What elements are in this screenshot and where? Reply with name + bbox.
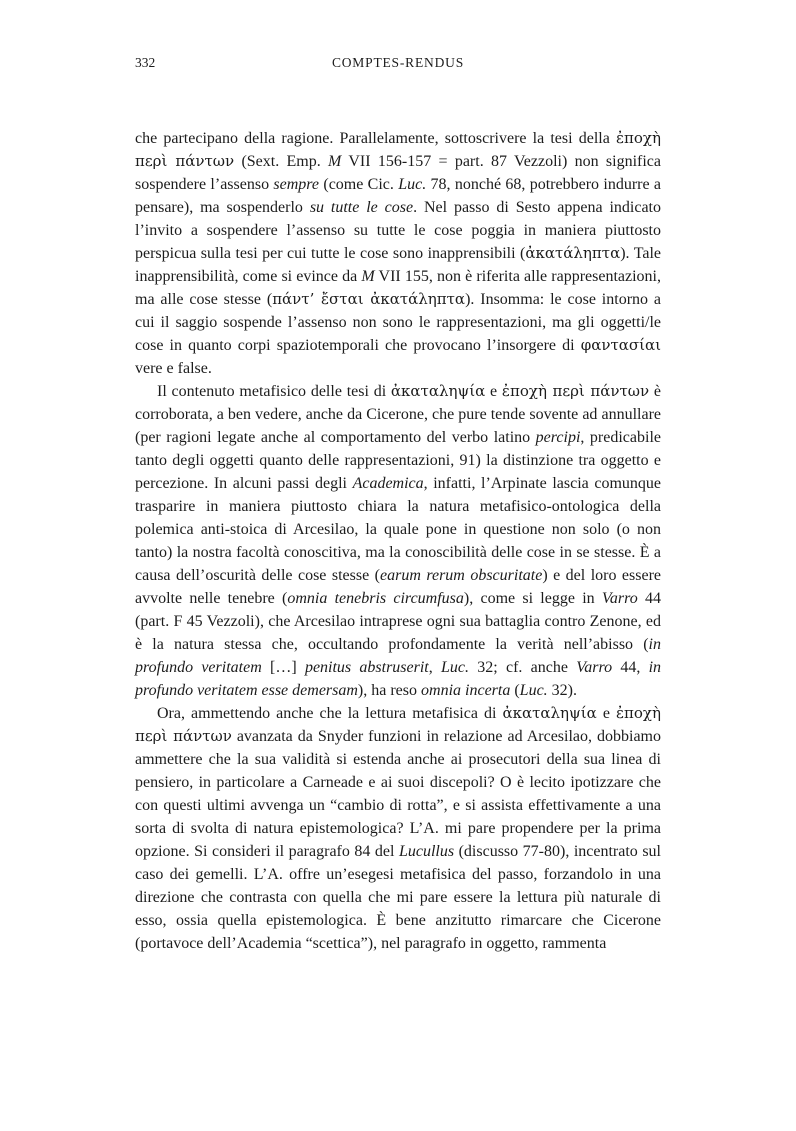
text-run: ). Tale inapprensibilità, come si evince da	[135, 245, 662, 285]
italic-text-run: M	[328, 153, 342, 170]
text-run: vere e false.	[135, 360, 212, 377]
italic-text-run: earum rerum obscuritate	[380, 567, 543, 584]
text-run: (Sext. Emp.	[234, 153, 329, 170]
paragraph	[135, 380, 661, 702]
italic-text-run: Varro	[601, 590, 638, 607]
greek-text-run: ἀκαταληψία	[502, 704, 597, 722]
greek-text-run: ἀκαταληψία	[390, 382, 486, 400]
text-run: ), come si legge in	[463, 590, 602, 607]
italic-text-run: penitus abstruserit	[304, 659, 429, 676]
text-run: 44,	[612, 659, 649, 676]
text-run: 32).	[547, 682, 577, 699]
italic-text-run: Lucullus	[398, 843, 455, 860]
text-run: ). Insomma: le cose intorno a cui il saggio sospende l’assenso non sono le rappresentazioni, ma gli oggetti/le cose in quanto corpi spaziotemporali che provocano l’insorgere di	[135, 291, 661, 354]
paragraph	[135, 702, 661, 955]
text-run: VII 156-157 = part. 87 Vezzoli) non significa sospendere l’assenso	[135, 153, 661, 193]
text-run: (come Cic.	[319, 176, 399, 193]
text-run: è corroborata, a ben vedere, anche da Cicerone, che pure tende sovente ad annullare (per ragioni legate anche al comportamento del verbo latino	[135, 383, 661, 446]
text-run: 44 (part. F 45 Vezzoli), che Arcesilao intraprese ogni sua battaglia contro Zenone, ed è la natura stessa che, occultando profondamente la verità nell’abisso (	[135, 590, 662, 653]
body-text	[135, 127, 661, 955]
italic-text-run: Luc.	[519, 682, 548, 699]
italic-text-run: in profundo veritatem	[135, 636, 661, 676]
greek-text-run: φαντασίαι	[580, 336, 661, 354]
italic-text-run: su tutte le cose	[309, 199, 414, 216]
italic-text-run: sempre	[273, 176, 320, 193]
italic-text-run: M	[361, 268, 375, 285]
italic-text-run: Academica	[352, 475, 424, 492]
text-run: VII 155, non è riferita alle rappresentazioni, ma alle cose stesse (	[135, 268, 661, 308]
text-run: , predicabile tanto degli oggetti quanto delle rappresentazioni, 91) la distinzione tra oggetto e percezione. In alcuni passi degli	[135, 429, 661, 492]
text-run: avanzata da Snyder funzioni in relazione ad Arcesilao, dobbiamo ammettere che la sua validità si estenda anche ai prosecutori della sua linea di pensiero, in particolare a Carneade e ai suoi discepoli? O è lecito ipotizzare che con questi ultimi avvenga un “cambio di rotta”, e si assista effettivamente a una sorta di svolta di natura epistemologica? L’A. mi pare propendere per la prima opzione. Si consideri il paragrafo 84 del	[135, 728, 661, 860]
text-run: […]	[261, 659, 305, 676]
italic-text-run: percipi	[535, 429, 581, 446]
italic-text-run: omnia tenebris circumfusa	[287, 590, 464, 607]
italic-text-run: Luc.	[441, 659, 470, 676]
text-run: (	[510, 682, 520, 699]
running-title: COMPTES-RENDUS	[331, 55, 465, 70]
italic-text-run: in profundo veritatem esse demersam	[135, 659, 662, 699]
text-run: ) e del loro essere avvolte nelle tenebre (	[135, 567, 662, 607]
running-header	[135, 55, 661, 73]
paragraph	[135, 127, 661, 380]
text-run: ,	[428, 659, 442, 676]
italic-text-run: omnia incerta	[421, 682, 511, 699]
text-run: 78, nonché 68, potrebbero indurre a pensare), ma sospenderlo	[135, 176, 661, 216]
text-run: (discusso 77-80), incentrato sul caso dei gemelli. L’A. offre un’esegesi metafisica del passo, forzandolo in una direzione che contrasta con quella che mi pare essere la lettura più naturale di esso, ossia quella epistemologica. È bene anzitutto rimarcare che Cicerone (portavoce dell’Academia “scettica”), nel paragrafo in oggetto, rammenta	[135, 843, 661, 952]
text-run: e	[485, 383, 502, 400]
italic-text-run: Luc.	[398, 176, 427, 193]
italic-text-run: Varro	[576, 659, 613, 676]
greek-text-run: ἐποχὴ περὶ πάντων	[135, 704, 661, 745]
text-run: e	[596, 705, 616, 722]
greek-text-run: ἐποχὴ περὶ πάντων	[501, 382, 650, 400]
text-run: che partecipano della ragione. Parallelamente, sottoscrivere la tesi della	[135, 130, 616, 147]
greek-text-run: ἐποχὴ περὶ πάντων	[135, 129, 661, 170]
text-run: . Nel passo di Sesto appena indicato l’invito a sospendere l’assenso su tutte le cose poggia in maniera piuttosto perspicua sulla tesi per cui tutte le cose sono inapprensibili (	[135, 199, 661, 262]
text-run: ), ha reso	[357, 682, 422, 699]
text-run: Ora, ammettendo anche che la lettura metafisica di	[157, 705, 503, 722]
text-run: , infatti, l’Arpinate lascia comunque trasparire in maniera piuttosto chiara la natura metafisico-ontologica della polemica anti-stoica di Arcesilao, la quale pone in questione non solo (o non tanto) la nostra facoltà conoscitiva, ma la conoscibilità delle cose in se stesse. È a causa dell’oscurità delle cose stesse (	[135, 475, 661, 584]
greek-text-run: ἀκατάληπτα	[525, 244, 621, 262]
page-number: 332	[135, 55, 156, 70]
greek-text-run: πάντ’ ἔσται ἀκατάληπτα	[272, 290, 466, 308]
text-run: Il contenuto metafisico delle tesi di	[157, 383, 391, 400]
text-run: 32; cf. anche	[469, 659, 577, 676]
